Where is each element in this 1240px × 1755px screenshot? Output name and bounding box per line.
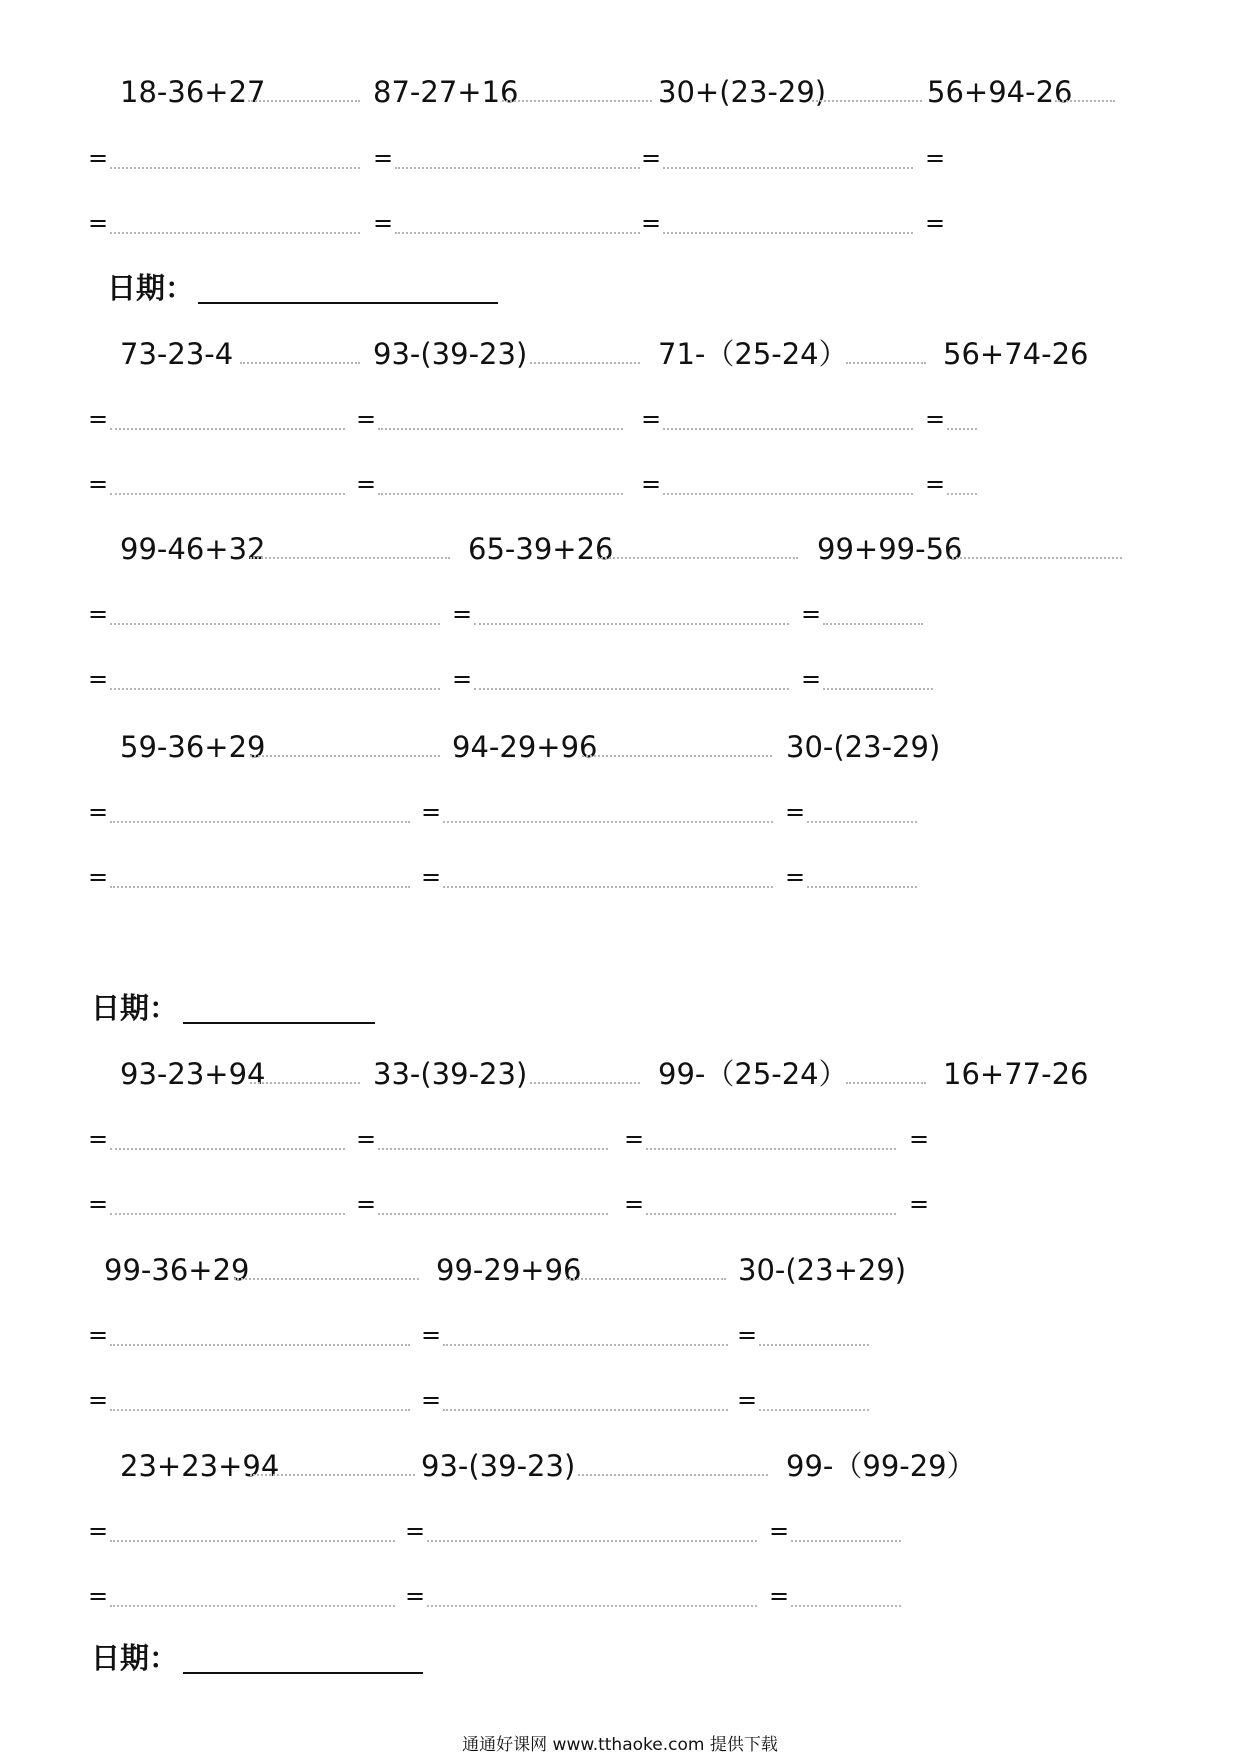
- equals-sign: =: [88, 1386, 109, 1414]
- equals-sign: =: [356, 405, 377, 433]
- answer-line: [663, 428, 913, 430]
- dotted-line: [250, 1474, 415, 1476]
- equals-sign: =: [405, 1517, 426, 1545]
- problem: 33-(39-23): [373, 1057, 528, 1091]
- answer-line: [947, 428, 977, 430]
- dotted-line: [947, 557, 1122, 559]
- problem: 93-(39-23): [373, 337, 528, 371]
- equals-sign: =: [88, 798, 109, 826]
- equals-sign: =: [88, 863, 109, 891]
- footer-text: 通通好课网 www.tthaoke.com 提供下载: [462, 1735, 778, 1755]
- problem: 94-29+96: [452, 730, 598, 764]
- date-line: [183, 1022, 375, 1024]
- equals-sign: =: [88, 1125, 109, 1153]
- answer-line: [110, 1213, 345, 1215]
- equals-sign: =: [421, 1386, 442, 1414]
- answer-line: [791, 1605, 901, 1607]
- equals-sign: =: [785, 798, 806, 826]
- equals-sign: =: [624, 1125, 645, 1153]
- equals-sign: =: [373, 144, 394, 172]
- dotted-line: [248, 100, 360, 102]
- equals-sign: =: [737, 1321, 758, 1349]
- equals-sign: =: [88, 600, 109, 628]
- equals-sign: =: [88, 665, 109, 693]
- answer-line: [110, 821, 410, 823]
- dotted-line: [530, 362, 640, 364]
- answer-line: [427, 1540, 757, 1542]
- answer-line: [443, 1344, 728, 1346]
- answer-line: [443, 1409, 728, 1411]
- answer-line: [110, 1409, 410, 1411]
- equals-sign: =: [925, 405, 946, 433]
- answer-line: [807, 821, 917, 823]
- equals-sign: =: [88, 1321, 109, 1349]
- problem: 23+23+94: [120, 1449, 280, 1483]
- equals-sign: =: [909, 1125, 930, 1153]
- answer-line: [110, 688, 440, 690]
- problem: 99-46+32: [120, 532, 266, 566]
- equals-sign: =: [88, 1190, 109, 1218]
- answer-line: [378, 493, 623, 495]
- problem: 30-(23+29): [738, 1253, 907, 1287]
- answer-line: [759, 1344, 869, 1346]
- problem: 99+99-56: [817, 532, 963, 566]
- dotted-line: [578, 1474, 768, 1476]
- date-line: [183, 1672, 423, 1674]
- answer-line: [378, 428, 623, 430]
- equals-sign: =: [356, 1190, 377, 1218]
- answer-line: [443, 886, 773, 888]
- answer-line: [646, 1148, 896, 1150]
- dotted-line: [250, 755, 440, 757]
- date-label: 日期：: [91, 1641, 179, 1675]
- answer-line: [110, 623, 440, 625]
- problem: 30+(23-29): [658, 75, 827, 109]
- equals-sign: =: [641, 209, 662, 237]
- answer-line: [759, 1409, 869, 1411]
- answer-line: [663, 232, 913, 234]
- answer-line: [646, 1213, 896, 1215]
- equals-sign: =: [785, 863, 806, 891]
- problem: 87-27+16: [373, 75, 519, 109]
- dotted-line: [1055, 100, 1115, 102]
- answer-line: [110, 167, 360, 169]
- answer-line: [110, 232, 360, 234]
- dotted-line: [530, 1082, 640, 1084]
- equals-sign: =: [801, 665, 822, 693]
- dotted-line: [250, 1082, 360, 1084]
- equals-sign: =: [88, 405, 109, 433]
- equals-sign: =: [624, 1190, 645, 1218]
- problem: 18-36+27: [120, 75, 266, 109]
- answer-line: [947, 493, 977, 495]
- date-line: [198, 302, 498, 304]
- dotted-line: [240, 362, 360, 364]
- dotted-line: [598, 557, 798, 559]
- equals-sign: =: [769, 1582, 790, 1610]
- problem: 93-(39-23): [421, 1449, 576, 1483]
- equals-sign: =: [88, 1517, 109, 1545]
- equals-sign: =: [925, 209, 946, 237]
- answer-line: [427, 1605, 757, 1607]
- problem: 59-36+29: [120, 730, 266, 764]
- answer-line: [823, 623, 923, 625]
- problem: 99-29+96: [436, 1253, 582, 1287]
- equals-sign: =: [405, 1582, 426, 1610]
- equals-sign: =: [452, 665, 473, 693]
- equals-sign: =: [88, 1582, 109, 1610]
- equals-sign: =: [421, 1321, 442, 1349]
- problem: 71-（25-24）: [658, 337, 848, 371]
- problem: 30-(23-29): [786, 730, 941, 764]
- answer-line: [807, 886, 917, 888]
- equals-sign: =: [356, 1125, 377, 1153]
- equals-sign: =: [925, 144, 946, 172]
- answer-line: [395, 232, 640, 234]
- answer-line: [110, 1540, 395, 1542]
- answer-line: [110, 428, 345, 430]
- dotted-line: [846, 1082, 926, 1084]
- equals-sign: =: [737, 1386, 758, 1414]
- dotted-line: [582, 755, 772, 757]
- answer-line: [110, 1148, 345, 1150]
- date-label: 日期：: [91, 991, 179, 1025]
- answer-line: [663, 493, 913, 495]
- equals-sign: =: [452, 600, 473, 628]
- equals-sign: =: [88, 470, 109, 498]
- dotted-line: [812, 100, 922, 102]
- problem: 93-23+94: [120, 1057, 266, 1091]
- answer-line: [474, 623, 789, 625]
- equals-sign: =: [925, 470, 946, 498]
- problem: 99-36+29: [104, 1253, 250, 1287]
- equals-sign: =: [356, 470, 377, 498]
- equals-sign: =: [421, 798, 442, 826]
- equals-sign: =: [909, 1190, 930, 1218]
- answer-line: [823, 688, 933, 690]
- problem: 16+77-26: [943, 1057, 1089, 1091]
- equals-sign: =: [769, 1517, 790, 1545]
- equals-sign: =: [421, 863, 442, 891]
- equals-sign: =: [88, 209, 109, 237]
- answer-line: [110, 493, 345, 495]
- dotted-line: [502, 100, 652, 102]
- equals-sign: =: [641, 405, 662, 433]
- answer-line: [110, 1344, 410, 1346]
- answer-line: [110, 886, 410, 888]
- dotted-line: [566, 1278, 726, 1280]
- equals-sign: =: [801, 600, 822, 628]
- equals-sign: =: [88, 144, 109, 172]
- answer-line: [378, 1148, 608, 1150]
- dotted-line: [234, 1278, 419, 1280]
- equals-sign: =: [641, 470, 662, 498]
- dotted-line: [250, 557, 450, 559]
- answer-line: [378, 1213, 608, 1215]
- answer-line: [443, 821, 773, 823]
- problem: 65-39+26: [468, 532, 614, 566]
- problem: 56+74-26: [943, 337, 1089, 371]
- answer-line: [663, 167, 913, 169]
- answer-line: [110, 1605, 395, 1607]
- problem: 99-（99-29）: [786, 1449, 976, 1483]
- problem: 73-23-4: [120, 337, 234, 371]
- equals-sign: =: [641, 144, 662, 172]
- problem: 56+94-26: [927, 75, 1073, 109]
- problem: 99-（25-24）: [658, 1057, 848, 1091]
- equals-sign: =: [373, 209, 394, 237]
- dotted-line: [846, 362, 926, 364]
- date-label: 日期：: [107, 271, 195, 305]
- answer-line: [395, 167, 640, 169]
- answer-line: [791, 1540, 901, 1542]
- answer-line: [474, 688, 789, 690]
